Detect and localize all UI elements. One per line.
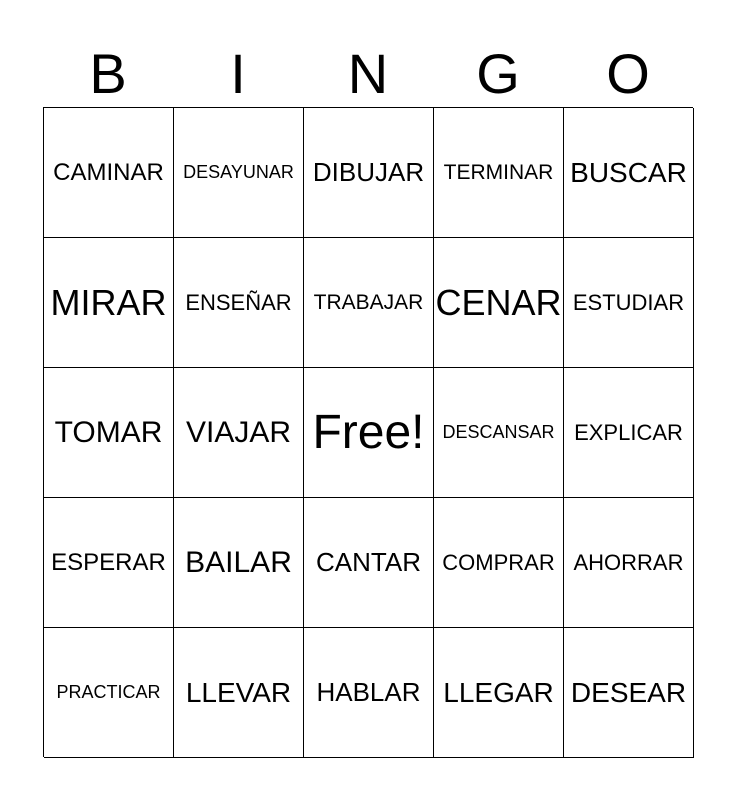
bingo-cell[interactable]: COMPRAR <box>434 498 564 628</box>
bingo-cell[interactable]: AHORRAR <box>564 498 694 628</box>
bingo-cell[interactable]: TOMAR <box>44 368 174 498</box>
header-letter-i: I <box>230 42 246 105</box>
bingo-board <box>43 107 693 757</box>
bingo-cell[interactable]: CAMINAR <box>44 108 174 238</box>
header-letter-o: O <box>606 42 650 105</box>
bingo-cell[interactable]: HABLAR <box>304 628 434 758</box>
bingo-cell[interactable]: BAILAR <box>174 498 304 628</box>
bingo-cell[interactable]: EXPLICAR <box>564 368 694 498</box>
bingo-cell[interactable]: ESTUDIAR <box>564 238 694 368</box>
bingo-cell[interactable]: VIAJAR <box>174 368 304 498</box>
bingo-cell[interactable]: DESAYUNAR <box>174 108 304 238</box>
header-letter-g: G <box>476 42 520 105</box>
bingo-cell[interactable]: MIRAR <box>44 238 174 368</box>
bingo-cell[interactable]: DESEAR <box>564 628 694 758</box>
bingo-cell[interactable]: DIBUJAR <box>304 108 434 238</box>
bingo-header <box>43 40 693 108</box>
bingo-cell[interactable]: PRACTICAR <box>44 628 174 758</box>
bingo-cell[interactable]: ESPERAR <box>44 498 174 628</box>
bingo-cell[interactable]: TRABAJAR <box>304 238 434 368</box>
bingo-cell[interactable]: ENSEÑAR <box>174 238 304 368</box>
bingo-cell[interactable]: LLEGAR <box>434 628 564 758</box>
bingo-cell[interactable]: CANTAR <box>304 498 434 628</box>
bingo-cell[interactable]: LLEVAR <box>174 628 304 758</box>
bingo-cell[interactable]: CENAR <box>434 238 564 368</box>
header-letter-n: N <box>347 42 389 105</box>
header-letter-b: B <box>89 42 127 105</box>
bingo-free-cell[interactable]: Free! <box>304 368 434 498</box>
bingo-cell[interactable]: TERMINAR <box>434 108 564 238</box>
bingo-cell[interactable]: DESCANSAR <box>434 368 564 498</box>
bingo-cell[interactable]: BUSCAR <box>564 108 694 238</box>
